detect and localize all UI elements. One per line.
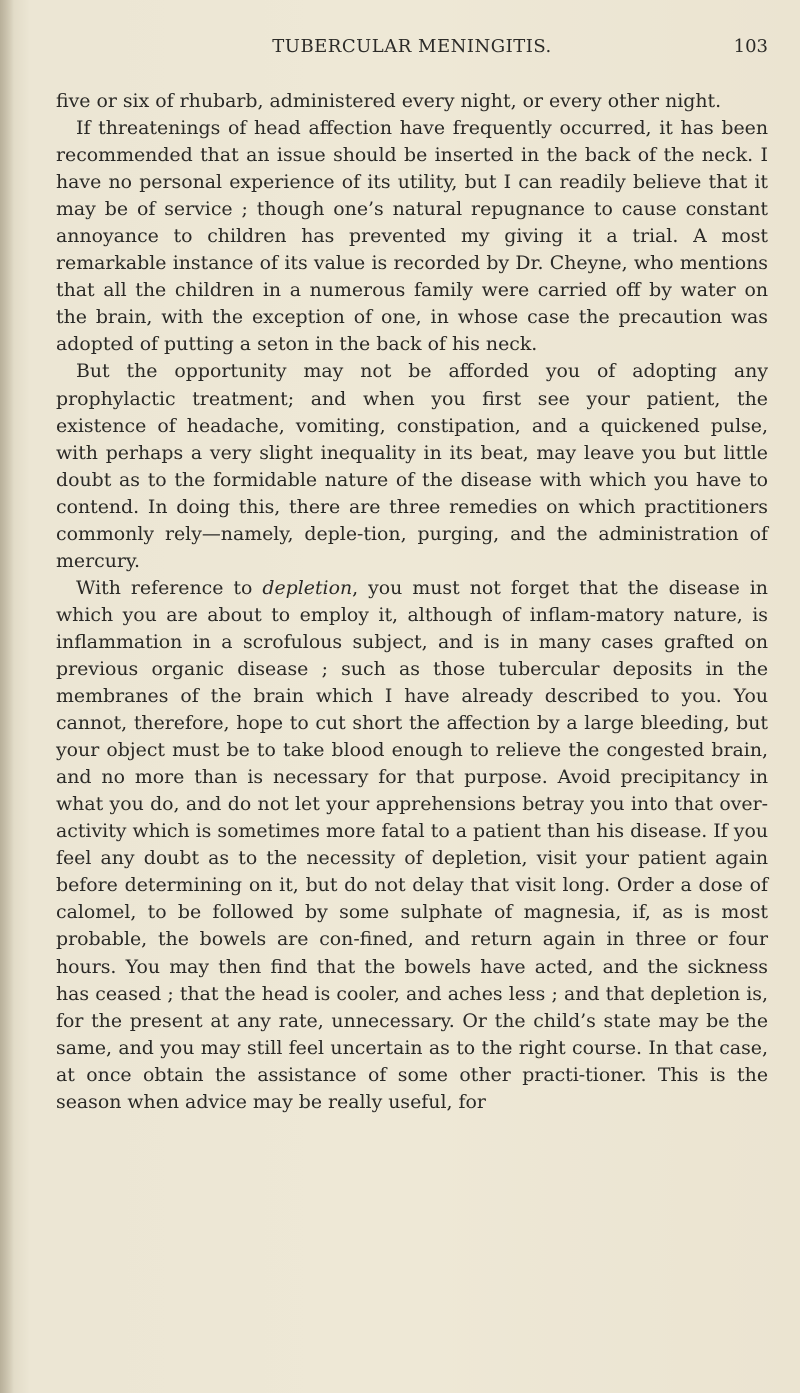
paragraph-4-rest: , you must not forget that the disease in which you are about to employ it, although of inflam-matory nature, is inflammation in a scrofulous subject, and is in many cases grafted on previous organic disease ; such as those tubercular deposits in the membranes of the brain which I have already described to you. You cannot, therefore, hope to cut short the affection by a large bleeding, but your object must be to take blood enough to relieve the congested brain, and no more than is necessary for that purpose. Avoid precipitancy in what you do, and do not let your apprehensions betray you into that over-activity which is sometimes more fatal to a patient than his disease. If you feel any doubt as to the necessity of depletion, visit your patient again before determining on it, but do not delay that visit long. Order a dose of calomel, to be followed by some sulphate of magnesia, if, as is most probable, the bowels are con-fined, and return again in three or four hours. You may then find that the bowels have acted, and the sickness has ceased ; that the head is cooler, and aches less ; and that depletion is, for the present at any rate, unnecessary. Or the child’s state may be the same, and you may still feel uncertain as to the right course. In that case, at once obtain the assistance of some other practi-tioner. This is the season when advice may be really useful, for <box>56 576 768 1113</box>
page-gutter-shadow <box>0 0 14 1393</box>
paragraph-4 <box>56 575 768 1116</box>
paragraph-2: If threatenings of head affection have frequently occurred, it has been recommended that an issue should be inserted in the back of the neck. I have no personal experience of its utility, but I can readily believe that it may be of service ; though one’s natural repugnance to cause constant annoyance to children has prevented my giving it a trial. A most remarkable instance of its value is recorded by Dr. Cheyne, who mentions that all the children in a numerous family were carried off by water on the brain, with the exception of one, in whose case the precaution was adopted of putting a seton in the back of his neck. <box>56 117 768 356</box>
running-head-title: TUBERCULAR MENINGITIS. <box>272 36 552 57</box>
running-head <box>56 36 768 66</box>
body-text <box>56 88 768 1116</box>
emphasis-depletion: depletion <box>262 576 353 599</box>
paragraph-4-lead: With reference to <box>76 576 263 599</box>
paragraph-3: But the opportunity may not be afforded you of adopting any prophylactic treatment; and when you first see your patient, the existence of headache, vomiting, constipation, and a quickened pulse, with perhaps a very slight inequality in its beat, may leave you but little doubt as to the formidable nature of the disease with which you have to contend. In doing this, there are three remedies on which practitioners commonly rely—namely, deple-tion, purging, and the administration of mercury. <box>56 360 768 572</box>
page-number: 103 <box>733 36 768 57</box>
paragraph-1: five or six of rhubarb, administered every night, or every other night. <box>56 90 722 112</box>
